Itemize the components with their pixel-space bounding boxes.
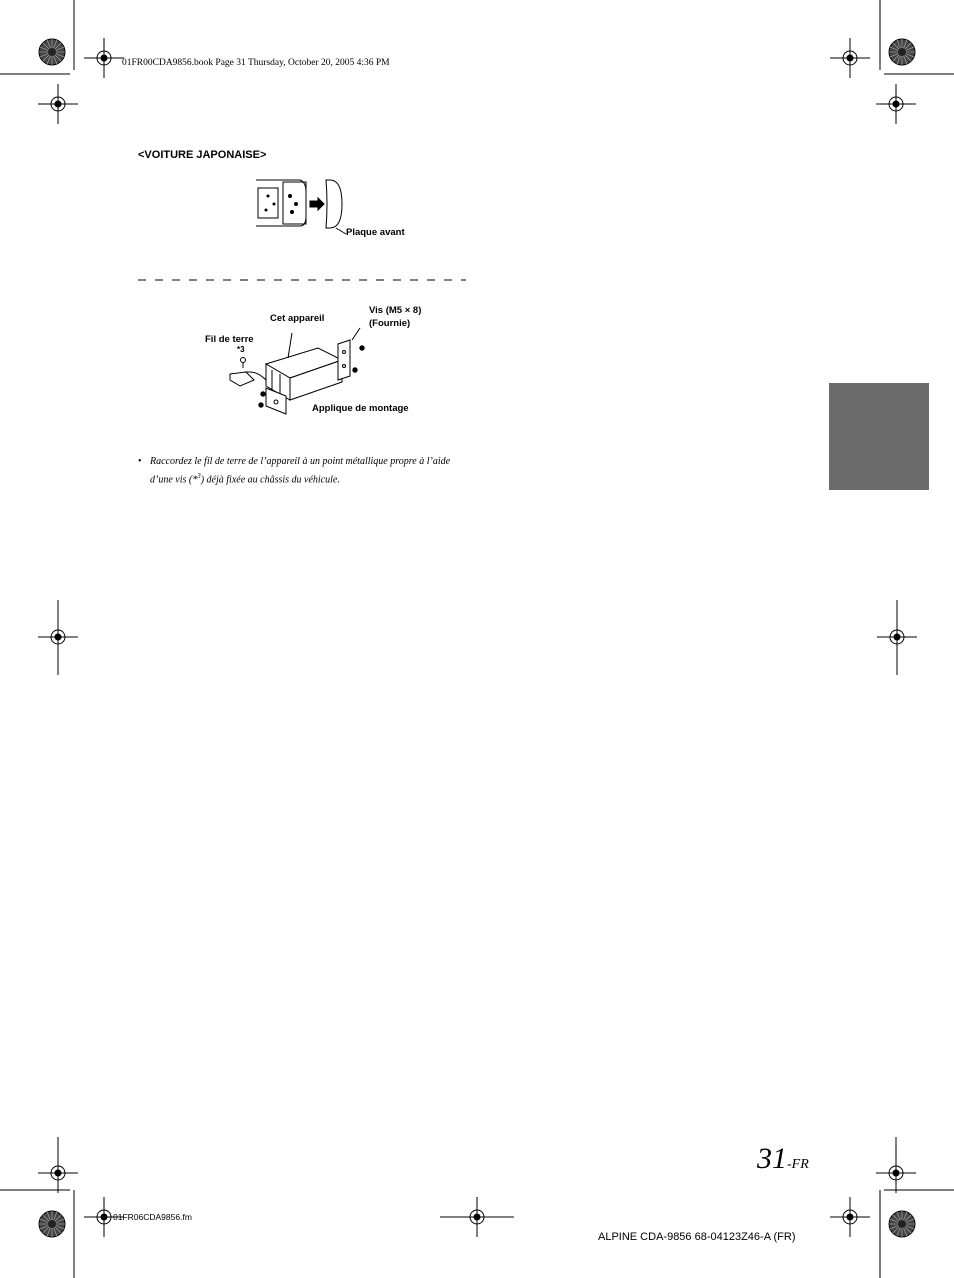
front-plate-diagram (256, 180, 346, 234)
label-mounting-bracket: Applique de montage (312, 403, 409, 414)
registration-mark-bottom-right (830, 1137, 954, 1278)
label-ground-wire: Fil de terre (205, 334, 254, 345)
page-number: 31-FR (757, 1142, 809, 1175)
registration-mark-top-left (0, 0, 124, 124)
label-this-unit: Cet appareil (270, 313, 325, 324)
section-heading: <VOITURE JAPONAISE> (138, 149, 267, 161)
registration-mark-top-right (830, 0, 954, 124)
label-screw: Vis (M5 × 8) (369, 305, 422, 316)
label-front-plate: Plaque avant (346, 227, 405, 238)
book-info-header: 01FR00CDA9856.book Page 31 Thursday, October 20, 2005 4:36 PM (122, 58, 390, 68)
registration-mark-bottom-left (0, 1137, 124, 1278)
label-supplied: (Fournie) (369, 318, 411, 329)
footer-model-info: ALPINE CDA-9856 68-04123Z46-A (FR) (598, 1231, 796, 1243)
bullet: • (138, 456, 142, 467)
note-text: Raccordez le fil de terre de l’appareil à un point métallique propre à l’aide d’une vis (*$^3$) déjà fixée au châssis du véhicule. (150, 456, 451, 486)
ground-wire-note (138, 455, 468, 487)
footer-file-name: 01FR06CDA9856.fm (113, 1212, 192, 1222)
section-tab (829, 383, 929, 490)
label-ref-star: *3 (237, 345, 245, 354)
